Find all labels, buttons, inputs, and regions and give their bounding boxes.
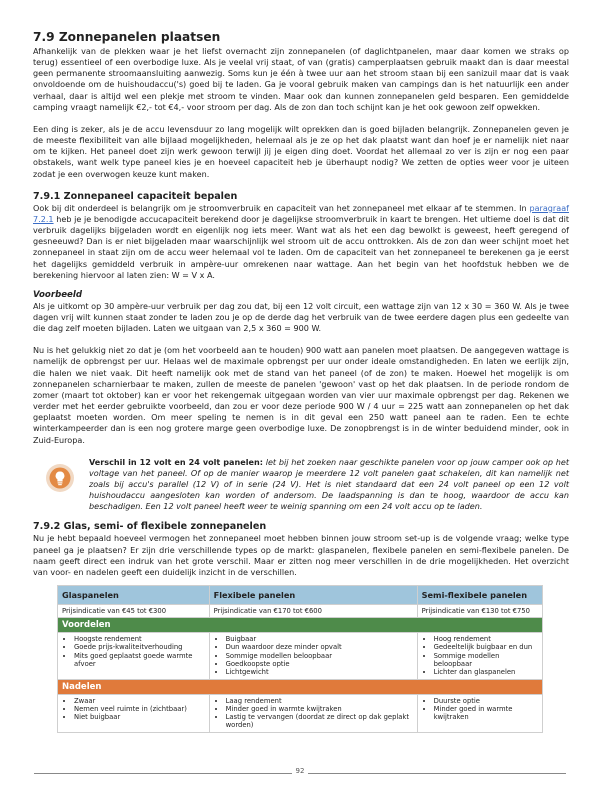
- paragraph-text: Ook bij dit onderdeel is belangrijk om je stroomverbruik en capaciteit van het zonnepaneel met elkaar af te stemmen. In: [33, 202, 530, 213]
- tip-text: [89, 457, 569, 513]
- cons-cell: [417, 694, 542, 732]
- cons-row: [58, 694, 543, 732]
- list-item: • Niet buigbaar: [74, 713, 205, 721]
- lightbulb-icon: [45, 463, 75, 493]
- list-item: • Lichter dan glaspanelen: [434, 668, 538, 676]
- price-row: [58, 605, 543, 618]
- list-item: • Zwaar: [74, 697, 205, 705]
- list-item: • Sommige modellen beloopbaar: [434, 652, 538, 669]
- paragraph: Nu is het gelukkig niet zo dat je (om het voorbeeld aan te houden) 900 watt aan panelen moet plaatsen. De aangegeven wattage is namelijk de opbrengst per uur. Helaas wel de maximale opbrengst per uur onder ideale omstandigheden. En laten we eerlijk zijn, die halen we niet vaak. Dit heeft namelijk ook met de stand van het paneel (of de zon) te maken. Hoewel het mogelijk is om zonnepanelen scharnierbaar te maken, zullen de meeste de panelen 'gewoon' vast op het dak plaatsen. In de periode rondom de zomer (maart tot oktober) kan er voor het rekengemak uitgegaan worden van vier uur maximale opbrengst per dag. Rekenen we verder met het eerder gebruikte voorbeeld, dan zou er voor deze periode 900 W / 4 uur = 225 watt aan zonnepanelen op het dak geplaatst moeten worden. Om meer speling te nemen is in dit geval een 250 watt paneel aan te raden. Een te echte winterkampeerder dan is een nog grotere marge geen overbodige luxe. De zonopbrengst is in de winter beduidend minder, ook in Zuid-Europa.: [33, 345, 569, 445]
- paragraph-text: heb je je benodigde accucapaciteit berekend door je dagelijkse stroomverbruik in kaart te brengen. Het ultieme doel is dat dit verbruik dagelijks bijgeladen wordt en eigenlijk nog iets meer. Want wat als het een dag bewolkt is geweest, heeft geregend of gesneeuwd? Dan is er niet bijgeladen maar waarschijnlijk wel stroom uit de accu onttrokken. Als de zon dan weer schijnt moet het zonnepaneel in staat zijn om de accu weer helemaal vol te laden. Om de capaciteit van het zonnepaneel te berekenen ga je eerst het dagelijks gemiddeld verbruik in ampère-uur omrekenen naar wattage. Aan het begin van het hoofdstuk hebben we de berekening hiervoor al laten zien: W = V x A.: [33, 213, 569, 280]
- pros-band: [58, 618, 543, 633]
- price-cell: Prijsindicatie van €130 tot €750: [417, 605, 542, 618]
- list-item: • Buigbaar: [226, 635, 413, 643]
- list-item: • Goede prijs-kwaliteitverhouding: [74, 643, 205, 651]
- list-item: • Mits goed geplaatst goede warmte afvoer: [74, 652, 205, 669]
- subsection-title: 7.9.2 Glas, semi- of flexibele zonnepanelen: [33, 521, 267, 533]
- list-item: • Hoogste rendement: [74, 635, 205, 643]
- list-item: • Laag rendement: [226, 697, 413, 705]
- section-title: 7.9 Zonnepanelen plaatsen: [33, 30, 221, 44]
- tip-body: let bij het zoeken naar geschikte panelen voor op jouw camper ook op het voltage van het paneel. Of op de manier waarop je meerdere 12 volt panelen gaat schakelen, dit kan namelijk net zoals bij accu's parallel (12 V) of in serie (24 V). Het is niet standaard dat een 24 volt paneel op een 12 volt huishoudaccu aangesloten kan worden of andersom. De laadspanning is dan te hoog, waardoor de accu kan beschadigen. Een 12 volt paneel heeft weer te weinig spanning om een 24 volt accu op te laden.: [89, 456, 569, 512]
- cons-band: [58, 679, 543, 694]
- subsection-title: 7.9.1 Zonnepaneel capaciteit bepalen: [33, 190, 238, 202]
- comparison-table: [57, 585, 543, 733]
- pros-row: [58, 633, 543, 679]
- list-item: • Minder goed in warmte kwijtraken: [226, 705, 413, 713]
- list-item: • Hoog rendement: [434, 635, 538, 643]
- list-item: • Duurste optie: [434, 697, 538, 705]
- cons-cell: [58, 694, 210, 732]
- paragraph: [33, 203, 569, 281]
- list-item: • Nemen veel ruimte in (zichtbaar): [74, 705, 205, 713]
- list-item: • Gedeeltelijk buigbaar en dun: [434, 643, 538, 651]
- list-item: • Lastig te vervangen (doordat ze direct op dak geplakt worden): [226, 713, 413, 730]
- price-cell: Prijsindicatie van €170 tot €600: [209, 605, 417, 618]
- paragraph: Nu je hebt bepaald hoeveel vermogen het zonnepaneel moet hebben binnen jouw stroom set-up is de volgende vraag; welke type paneel ga je plaatsen? Er zijn drie verschillende types op de markt: glaspanelen, flexibele panelen en semi-flexibele panelen. De naam geeft direct een indruk van het grote verschil. Maar er zitten nog meer verschillen in de drie mogelijkheden. Het overzicht van voor- en nadelen geeft een duidelijk inzicht in de verschillen.: [33, 533, 569, 577]
- example-text: Als je uitkomt op 30 ampère-uur verbruik per dag zou dat, bij een 12 volt circuit, een wattage zijn van 12 x 30 = 360 W. Als je twee dagen vrij wilt kunnen staat zonder te laden zou je op de derde dag het verbruik van de twee eerdere dagen plus een gedeelte van die dag zelf moeten bijladen. Laten we uitgaan van 2,5 x 360 = 900 W.: [33, 300, 569, 334]
- list-item: • Lichtgewicht: [226, 668, 413, 676]
- cons-cell: [209, 694, 417, 732]
- pros-cell: [417, 633, 542, 679]
- pros-label: Voordelen: [58, 618, 543, 633]
- page-number: [0, 767, 600, 775]
- example-heading: Voorbeeld: [33, 289, 82, 300]
- page-content: [33, 30, 569, 733]
- tip-title: Verschil in 12 volt en 24 volt panelen:: [89, 456, 263, 467]
- tip-box: [33, 457, 569, 513]
- price-cell: Prijsindicatie van €45 tot €300: [58, 605, 210, 618]
- table-header: Flexibele panelen: [209, 586, 417, 605]
- list-item: • Dun waardoor deze minder opvalt: [226, 643, 413, 651]
- paragraph-link[interactable]: paragraaf 7.2.1: [33, 202, 569, 224]
- table-header-row: [58, 586, 543, 605]
- pros-cell: [209, 633, 417, 679]
- table-header: Semi-flexibele panelen: [417, 586, 542, 605]
- paragraph: Afhankelijk van de plekken waar je het liefst overnacht zijn zonnepanelen (of daglichtpanelen, maar daar komen we straks op terug) essentieel of een overbodige luxe. Als je veelal vrij staat, of van (gratis) camperplaatsen gebruik maakt dan is daar meestal geen permanente stroomaansluiting aanwezig. Soms kun je één à twee uur aan het stroom staan bij een sanizuil maar dat is vaak onvoldoende om de huishoudaccu('s) goed bij te laden. Ga je vooral gebruik maken van campings dan is het natuurlijk een ander verhaal, daar is altijd wel een plekje met stroom te vinden. Maar ook dan kunnen zonnepanelen geld besparen. Een gemiddelde camping vraagt namelijk €2,- tot €4,- voor stroom per dag. Als de zon dan toch schijnt kan je het ook gewoon zelf opwekken.: [33, 46, 569, 112]
- page-number-text: 92: [292, 767, 309, 775]
- list-item: • Sommige modellen beloopbaar: [226, 652, 413, 660]
- list-item: • Goedkoopste optie: [226, 660, 413, 668]
- table-header: Glaspanelen: [58, 586, 210, 605]
- cons-label: Nadelen: [58, 679, 543, 694]
- paragraph: Een ding is zeker, als je de accu levensduur zo lang mogelijk wilt oprekken dan is goed bijladen belangrijk. Zonnepanelen geven je de meeste flexibiliteit van alle bijlaad mogelijkheden, helemaal als je ze op het dak plaatst want dan hoef je er namelijk niet naar om te kijken. Het paneel doet zijn werk gewoon terwijl jij je eigen ding doet. Voordat het allemaal zo ver is zijn er nog een paar obstakels, want welk type paneel kies je en hoeveel capaciteit heb je überhaupt nodig? We zetten de opties weer voor je uiteen zodat je een overwogen keuze kunt maken.: [33, 123, 569, 179]
- list-item: • Minder goed in warmte kwijtraken: [434, 705, 538, 722]
- pros-cell: [58, 633, 210, 679]
